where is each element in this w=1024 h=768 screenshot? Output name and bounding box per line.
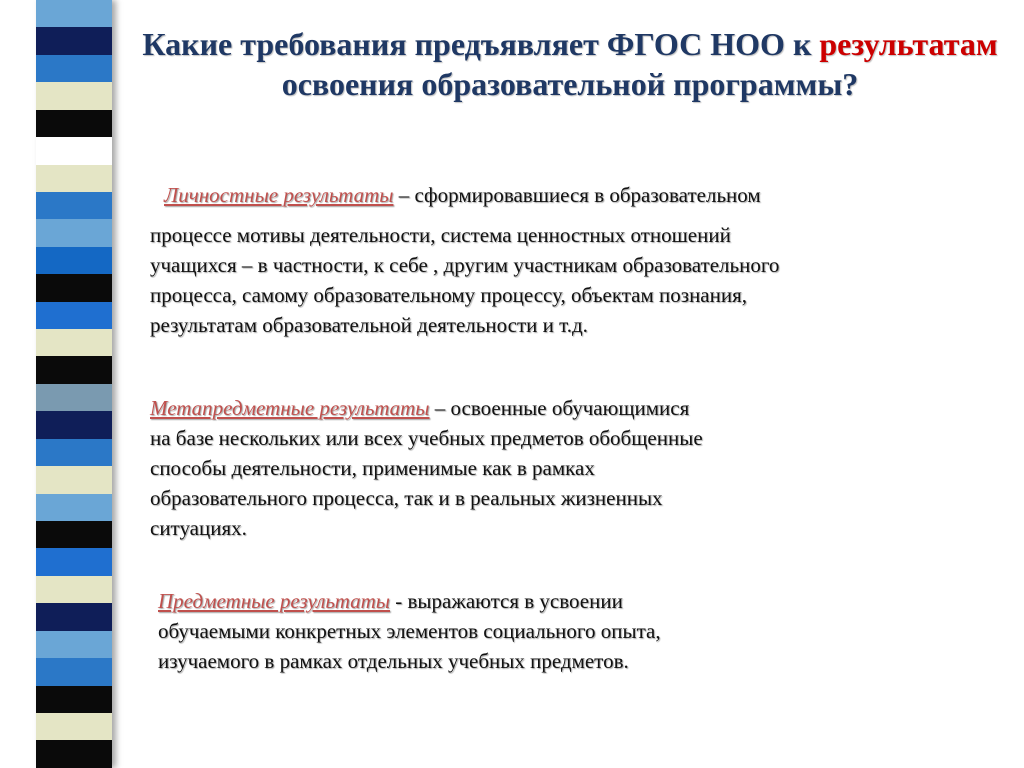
stripe-segment	[36, 302, 112, 329]
stripe-segment	[36, 329, 112, 356]
personal-results-line-2: процессе мотивы деятельности, система ценностных отношений	[150, 223, 731, 247]
stripe-segment	[36, 55, 112, 82]
stripe-segment	[36, 658, 112, 685]
subject-results-line-3: изучаемого в рамках отдельных учебных предметов.	[158, 649, 629, 673]
metasubject-results-block	[150, 393, 910, 543]
stripe-segment	[36, 439, 112, 466]
stripe-segment	[36, 576, 112, 603]
decorative-stripe-bar	[36, 0, 112, 768]
personal-results-line-1: – сформировавшиеся в образовательном	[398, 183, 761, 207]
stripe-segment	[36, 137, 112, 164]
subject-results-block	[158, 586, 858, 676]
stripe-segment	[36, 82, 112, 109]
subject-results-term: Предметные результаты	[158, 589, 391, 613]
stripe-segment	[36, 740, 112, 767]
metasubject-results-line-2: на базе нескольких или всех учебных предметов обобщенные	[150, 426, 703, 450]
stripe-segment	[36, 631, 112, 658]
stripe-segment	[36, 411, 112, 438]
stripe-segment	[36, 0, 112, 27]
slide-title	[140, 24, 1000, 104]
stripe-segment	[36, 356, 112, 383]
title-part-2: освоения образовательной программы?	[281, 66, 859, 102]
stripe-segment	[36, 603, 112, 630]
personal-results-line-5: результатам образовательной деятельности и т.д.	[150, 313, 588, 337]
personal-results-term: Личностные результаты	[164, 183, 394, 207]
stripe-segment	[36, 686, 112, 713]
subject-results-line-1: - выражаются в усвоении	[390, 589, 623, 613]
stripe-segment	[36, 466, 112, 493]
stripe-segment	[36, 219, 112, 246]
stripe-segment	[36, 192, 112, 219]
stripe-segment	[36, 247, 112, 274]
personal-results-line-3: учащихся – в частности, к себе , другим участникам образовательного	[150, 253, 780, 277]
personal-results-block	[150, 180, 1000, 340]
stripe-segment	[36, 713, 112, 740]
stripe-segment	[36, 165, 112, 192]
metasubject-results-first-line	[150, 393, 910, 423]
stripe-segment	[36, 521, 112, 548]
metasubject-results-term: Метапредметные результаты	[150, 396, 430, 420]
stripe-segment	[36, 384, 112, 411]
stripe-segment	[36, 548, 112, 575]
title-accent-word: результатам	[819, 26, 998, 62]
stripe-segment	[36, 27, 112, 54]
stripe-segment	[36, 494, 112, 521]
subject-results-line-2: обучаемыми конкретных элементов социального опыта,	[158, 619, 661, 643]
metasubject-results-line-1: – освоенные обучающимися	[434, 396, 690, 420]
metasubject-results-line-4: образовательного процесса, так и в реальных жизненных	[150, 486, 663, 510]
stripe-segment	[36, 110, 112, 137]
personal-results-first-line	[150, 180, 1000, 210]
personal-results-line-4: процесса, самому образовательному процессу, объектам познания,	[150, 283, 748, 307]
subject-results-first-line	[158, 586, 858, 616]
metasubject-results-line-3: способы деятельности, применимые как в рамках	[150, 456, 595, 480]
metasubject-results-line-5: ситуациях.	[150, 516, 247, 540]
title-part-1: Какие требования предъявляет ФГОС НОО к	[142, 26, 812, 62]
stripe-segment	[36, 274, 112, 301]
